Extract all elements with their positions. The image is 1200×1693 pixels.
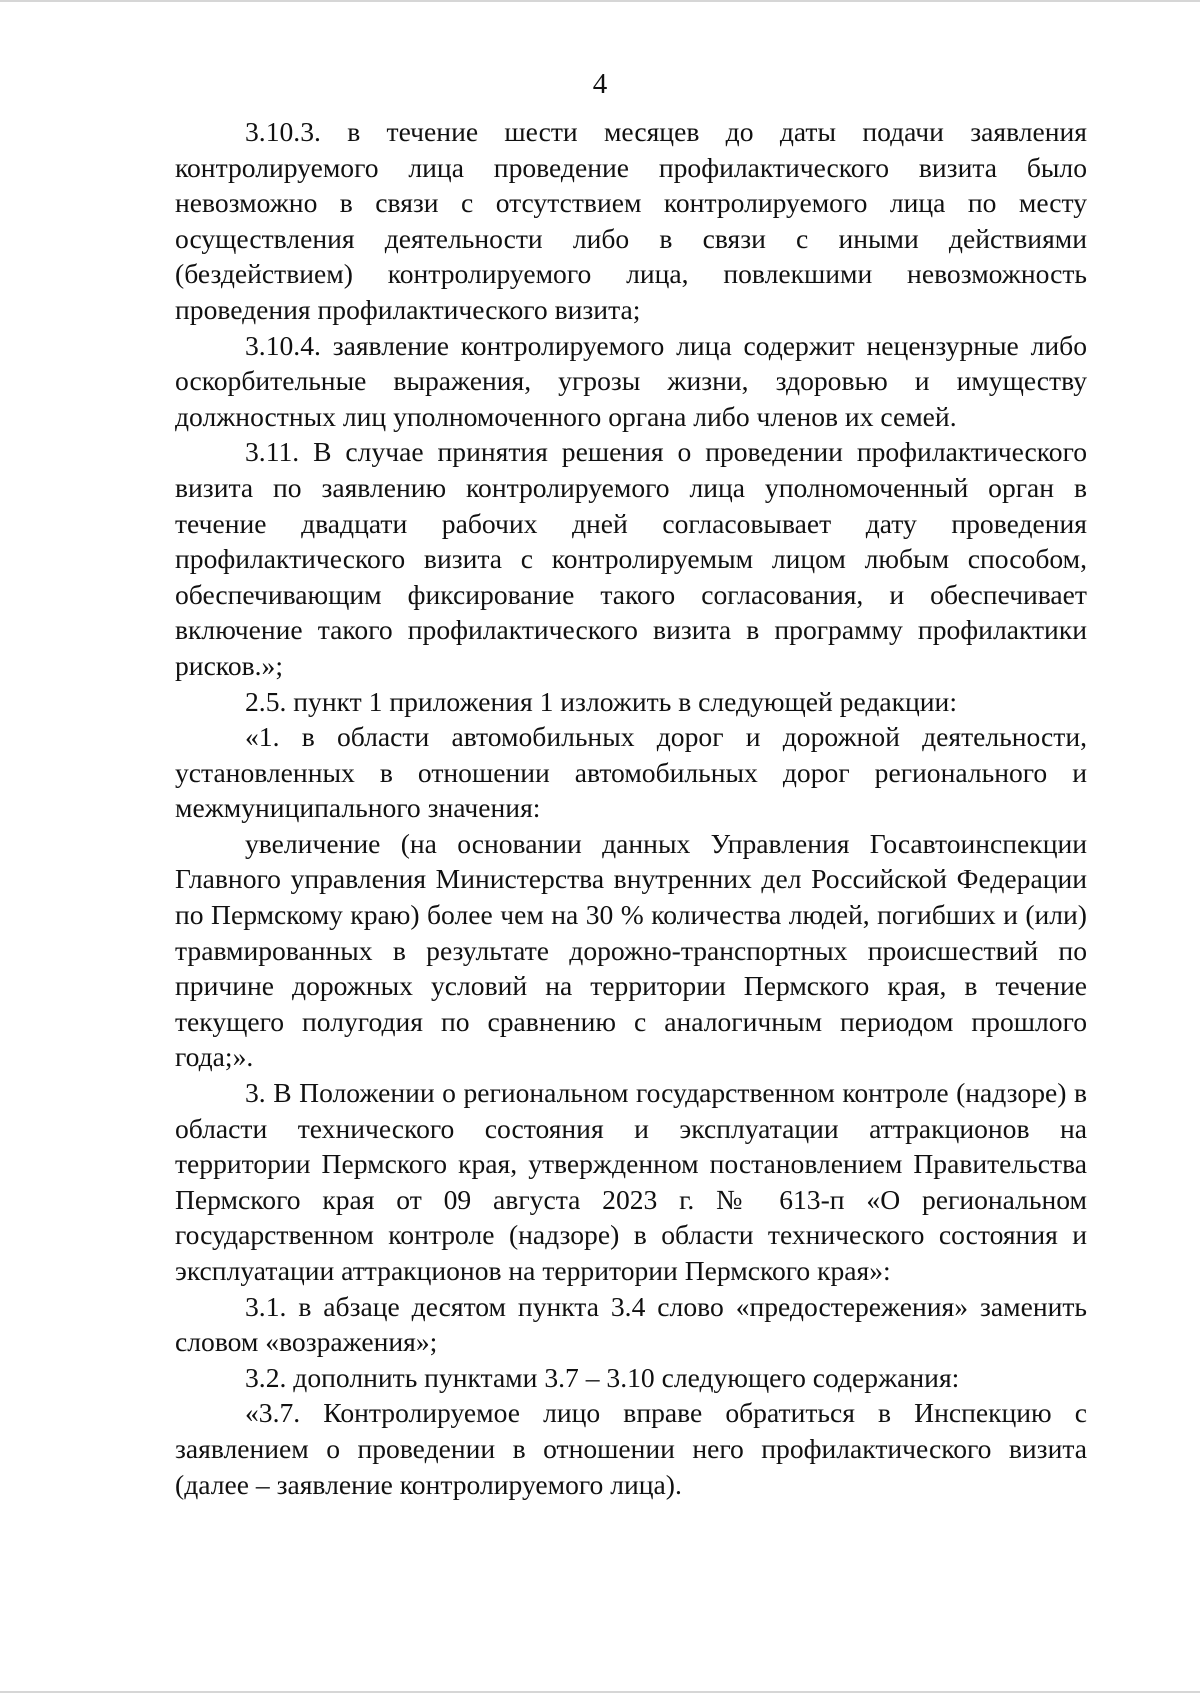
paragraph-3: 3. В Положении о региональном государственном контроле (надзоре) в области технического состояния и эксплуатации аттракционов на территории Пермского края, утвержденном постановлением Правительства Пермского края от 09 августа 2023 г. № 613-п «О региональном государственном контроле (надзоре) в области технического состояния и эксплуатации аттракционов на территории Пермского края»: [175,1077,1087,1286]
paragraph-3-10-3: 3.10.3. в течение шести месяцев до даты подачи заявления контролируемого лица проведение профилактического визита было невозможно в связи с отсутствием контролируемого лица по месту осуществления деятельности либо в связи с иными действиями (бездействием) контролируемого лица, повлекшими невозможность проведения профилактического визита; [175,116,1087,325]
paragraph-3-2: 3.2. дополнить пунктами 3.7 – 3.10 следующего содержания: [245,1361,960,1393]
paragraph-3-10-4: 3.10.4. заявление контролируемого лица содержит нецензурные либо оскорбительные выражения, угрозы жизни, здоровью и имуществу должностных лиц уполномоченного органа либо членов их семей. [175,329,1087,432]
paragraph-3-11: 3.11. В случае принятия решения о проведении профилактического визита по заявлению контролируемого лица уполномоченный орган в течение двадцати рабочих дней согласовывает дату проведения профилактического визита с контролируемым лицом любым способом, обеспечивающим фиксирование такого согласования, и обеспечивает включение такого профилактического визита в программу профилактики рисков.»; [175,436,1087,681]
paragraph-increase-criterion: увеличение (на основании данных Управления Госавтоинспекции Главного управления Министерства внутренних дел Российской Федерации по Пермскому краю) более чем на 30 % количества людей, погибших и (или) травмированных в результате дорожно-транспортных происшествий по причине дорожных условий на территории Пермского края, в течение текущего полугодия по сравнению с аналогичным периодом прошлого года;». [175,827,1087,1073]
paragraph-appendix-item-1: «1. в области автомобильных дорог и дорожной деятельности, установленных в отношении автомобильных дорог регионального и межмуниципального значения: [175,721,1087,824]
page-number: 4 [592,68,608,100]
document-body [175,114,1087,1502]
paragraph-3-1: 3.1. в абзаце десятом пункта 3.4 слово «предостережения» заменить словом «возражения»; [175,1290,1087,1358]
paragraph-3-7: «3.7. Контролируемое лицо вправе обратиться в Инспекцию с заявлением о проведении в отношении него профилактического визита (далее – заявление контролируемого лица). [175,1397,1087,1500]
scan-border-top [0,0,1200,2]
paragraph-2-5: 2.5. пункт 1 приложения 1 изложить в следующей редакции: [245,685,957,717]
